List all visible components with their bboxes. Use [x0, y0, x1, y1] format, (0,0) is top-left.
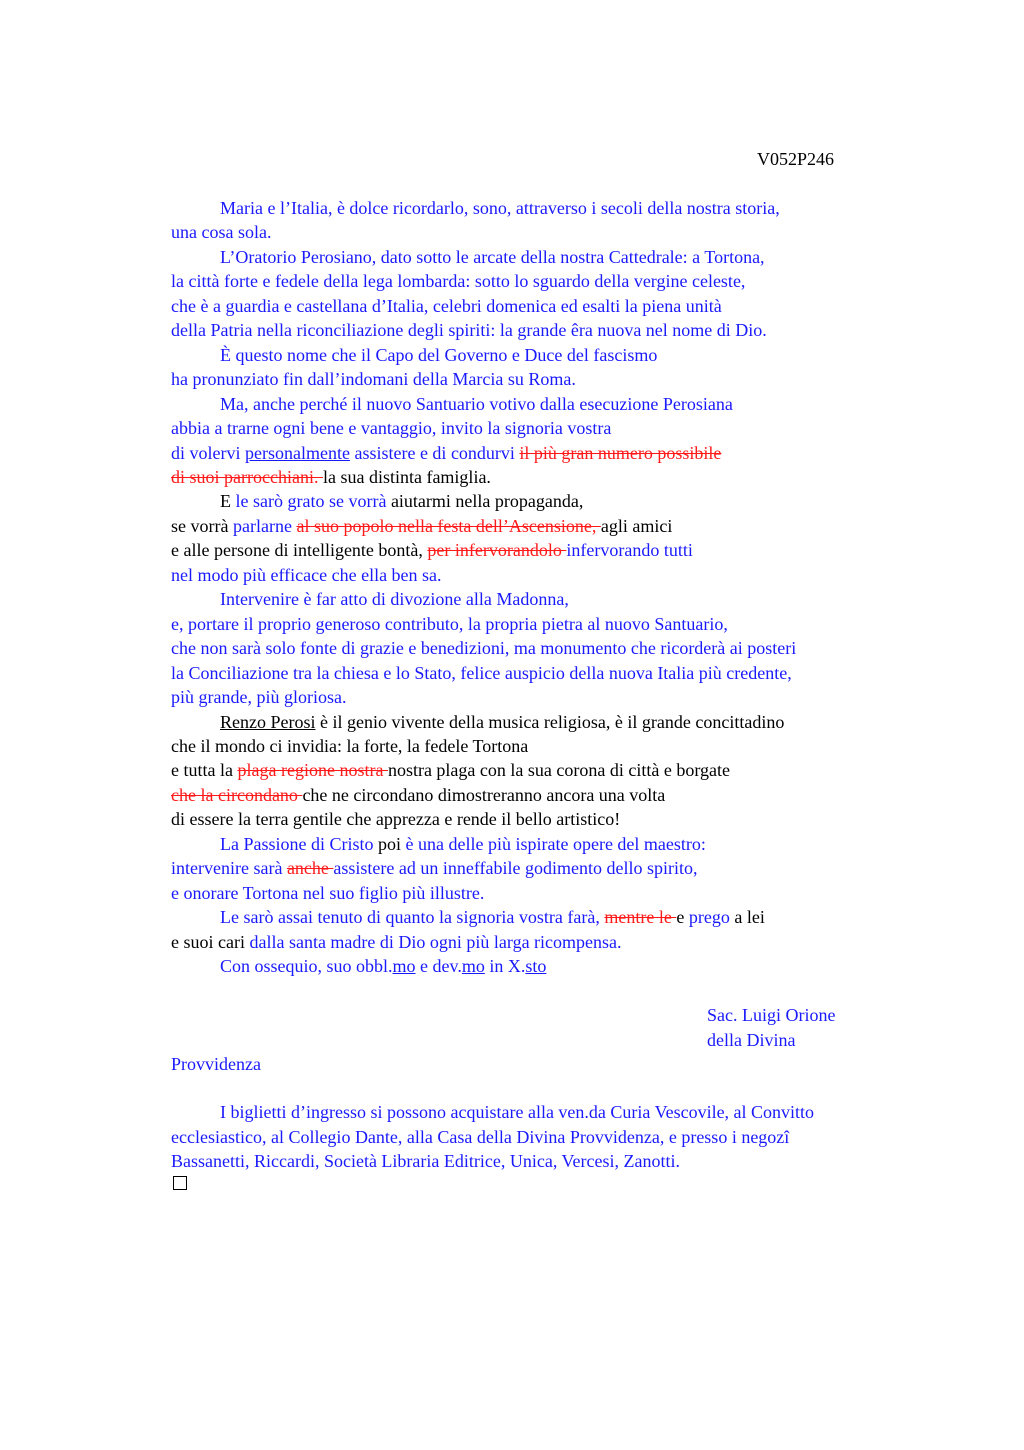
text-segment: una cosa sola. [171, 222, 272, 243]
text-line [171, 832, 931, 856]
text-line [171, 587, 931, 611]
text-segment: e, portare il proprio generoso contributo, la propria pietra al nuovo Santuario, [171, 613, 728, 634]
text-segment: è una delle più ispirate opere del maestro: [405, 833, 706, 854]
text-segment: e suoi cari [171, 931, 250, 952]
text-line [171, 954, 931, 978]
text-segment: più grande, più gloriosa. [171, 687, 347, 708]
text-line [171, 416, 931, 440]
text-segment: poi [378, 833, 406, 854]
text-segment: È questo nome che il Capo del Governo e Duce del fascismo [220, 344, 658, 365]
text-segment: La Passione di Cristo [220, 833, 378, 854]
text-segment: e onorare Tortona nel suo figlio più illustre. [171, 882, 485, 903]
deleted-text: che la circondano [171, 784, 303, 805]
signature-line: della Divina [707, 1029, 796, 1050]
text-segment: che il mondo ci invidia: la forte, la fedele Tortona [171, 735, 529, 756]
text-line [171, 196, 931, 220]
text-segment: se vorrà [171, 515, 233, 536]
text-line [171, 245, 931, 269]
text-segment: abbia a trarne ogni bene e vantaggio, invito la signoria vostra [171, 418, 612, 439]
text-segment: Con ossequio, suo obbl. [220, 956, 393, 977]
text-line [171, 465, 931, 489]
deleted-text: plaga regione nostra [237, 760, 388, 781]
signature-line: Sac. Luigi Orione [707, 1005, 836, 1025]
text-line [171, 563, 931, 587]
text-segment: e tutta la [171, 760, 238, 781]
text-segment: dalla santa madre di Dio ogni più larga ricompensa. [249, 931, 622, 952]
text-line [171, 318, 931, 342]
text-segment: Intervenire è far atto di divozione alla Madonna, [220, 589, 569, 610]
text-segment: in X. [484, 956, 526, 977]
text-segment: Renzo Perosi [220, 711, 316, 732]
text-segment: la sua distinta famiglia. [322, 466, 491, 487]
document-reference: V052P246 [757, 149, 835, 169]
text-segment: e [676, 907, 689, 928]
text-segment: di essere la terra gentile che apprezza e rende il bello artistico! [171, 809, 621, 830]
text-line [171, 856, 931, 880]
paragraph [171, 710, 931, 832]
paragraph [171, 489, 931, 587]
tickets-note [171, 1100, 951, 1174]
text-segment: prego [688, 907, 735, 928]
text-segment: aiutarmi nella propaganda, [390, 491, 584, 512]
deleted-text: di suoi parrocchiani. [171, 466, 323, 487]
text-line [171, 367, 931, 391]
text-segment: assistere ad un inneffabile godimento dello spirito, [333, 858, 698, 879]
tickets-line: Bassanetti, Riccardi, Società Libraria Editrice, Unica, Vercesi, Zanotti. [171, 1151, 680, 1171]
text-segment: parlarne [232, 515, 297, 536]
text-line [171, 881, 931, 905]
text-segment: E [220, 491, 236, 512]
text-line [171, 220, 931, 244]
text-line [171, 807, 931, 831]
text-segment: mo [461, 956, 485, 977]
paragraph [171, 196, 931, 245]
text-segment: Maria e l’Italia, è dolce ricordarlo, sono, attraverso i secoli della nostra storia, [220, 198, 780, 218]
text-line [171, 538, 931, 562]
paragraph [171, 587, 931, 709]
deleted-text: anche [286, 858, 334, 879]
text-segment: intervenire sarà [171, 858, 287, 879]
text-line [171, 783, 931, 807]
text-segment: che è a guardia e castellana d’Italia, celebri domenica ed esalti la piena unità [171, 295, 722, 316]
text-segment: nel modo più efficace che ella ben sa. [171, 564, 442, 585]
text-segment: della Patria nella riconciliazione degli spiriti: la grande êra nuova nel nome di Dio. [171, 320, 767, 341]
text-line [171, 758, 931, 782]
text-segment: L’Oratorio Perosiano, dato sotto le arcate della nostra Cattedrale: a Tortona, [220, 246, 765, 267]
text-segment: sto [525, 956, 547, 977]
text-line [171, 734, 931, 758]
text-segment: agli amici [600, 515, 673, 536]
paragraph [171, 245, 931, 343]
paragraph [171, 954, 931, 978]
text-segment: e alle persone di intelligente bontà, [171, 540, 428, 561]
text-segment: che ne circondano dimostreranno ancora una volta [302, 784, 666, 805]
paragraph [171, 392, 931, 490]
text-line [171, 710, 931, 734]
tickets-line: I biglietti d’ingresso si possono acquistare alla ven.da Curia Vescovile, al Convitto [220, 1102, 815, 1122]
text-segment: le sarò grato se vorrà [235, 491, 391, 512]
deleted-text: il più gran numero possibile [519, 442, 722, 463]
text-line [171, 661, 931, 685]
text-line [171, 514, 931, 538]
text-segment: Ma, anche perché il nuovo Santuario votivo dalla esecuzione Perosiana [220, 393, 733, 414]
paragraph [171, 343, 931, 392]
text-segment: e dev. [415, 956, 462, 977]
text-segment: a lei [734, 907, 765, 928]
text-segment: la Conciliazione tra la chiesa e lo Stato, felice auspicio della nuova Italia più credente, [171, 662, 792, 683]
text-segment: mo [392, 956, 416, 977]
text-line [171, 612, 931, 636]
text-line [171, 392, 931, 416]
text-segment: infervorando tutti [566, 540, 693, 561]
paragraph [171, 832, 931, 905]
text-segment: è il genio vivente della musica religiosa, è il grande concittadino [315, 711, 785, 732]
deleted-text: mentre le [604, 907, 677, 928]
paragraph [171, 905, 931, 954]
checkbox[interactable] [173, 1176, 187, 1190]
text-segment: assistere e di condurvi [349, 442, 520, 463]
letter-body [171, 196, 931, 979]
text-line [171, 685, 931, 709]
text-segment: ha pronunziato fin dall’indomani della Marcia su Roma. [171, 369, 576, 390]
deleted-text: al suo popolo nella festa dell’Ascensione, [296, 515, 601, 536]
tickets-line: ecclesiastico, al Collegio Dante, alla Casa della Divina Provvidenza, e presso i negozî [171, 1126, 790, 1147]
text-line [171, 269, 931, 293]
text-segment: personalmente [245, 442, 350, 463]
text-line [171, 489, 931, 513]
text-segment: Le sarò assai tenuto di quanto la signoria vostra farà, [220, 907, 605, 928]
text-segment: che non sarà solo fonte di grazie e benedizioni, ma monumento che ricorderà ai posteri [171, 638, 797, 659]
deleted-text: per infervorandolo [427, 540, 567, 561]
signature-block [707, 1003, 835, 1052]
text-segment: di volervi [171, 442, 245, 463]
signature-line: Provvidenza [171, 1054, 261, 1074]
text-line [171, 636, 931, 660]
text-line [171, 930, 931, 954]
text-segment: la città forte e fedele della lega lombarda: sotto lo sguardo della vergine celeste, [171, 271, 746, 292]
text-line [171, 343, 931, 367]
text-segment: nostra plaga con la sua corona di città e borgate [387, 760, 730, 781]
text-line [171, 441, 931, 465]
text-line [171, 294, 931, 318]
text-line [171, 905, 931, 929]
